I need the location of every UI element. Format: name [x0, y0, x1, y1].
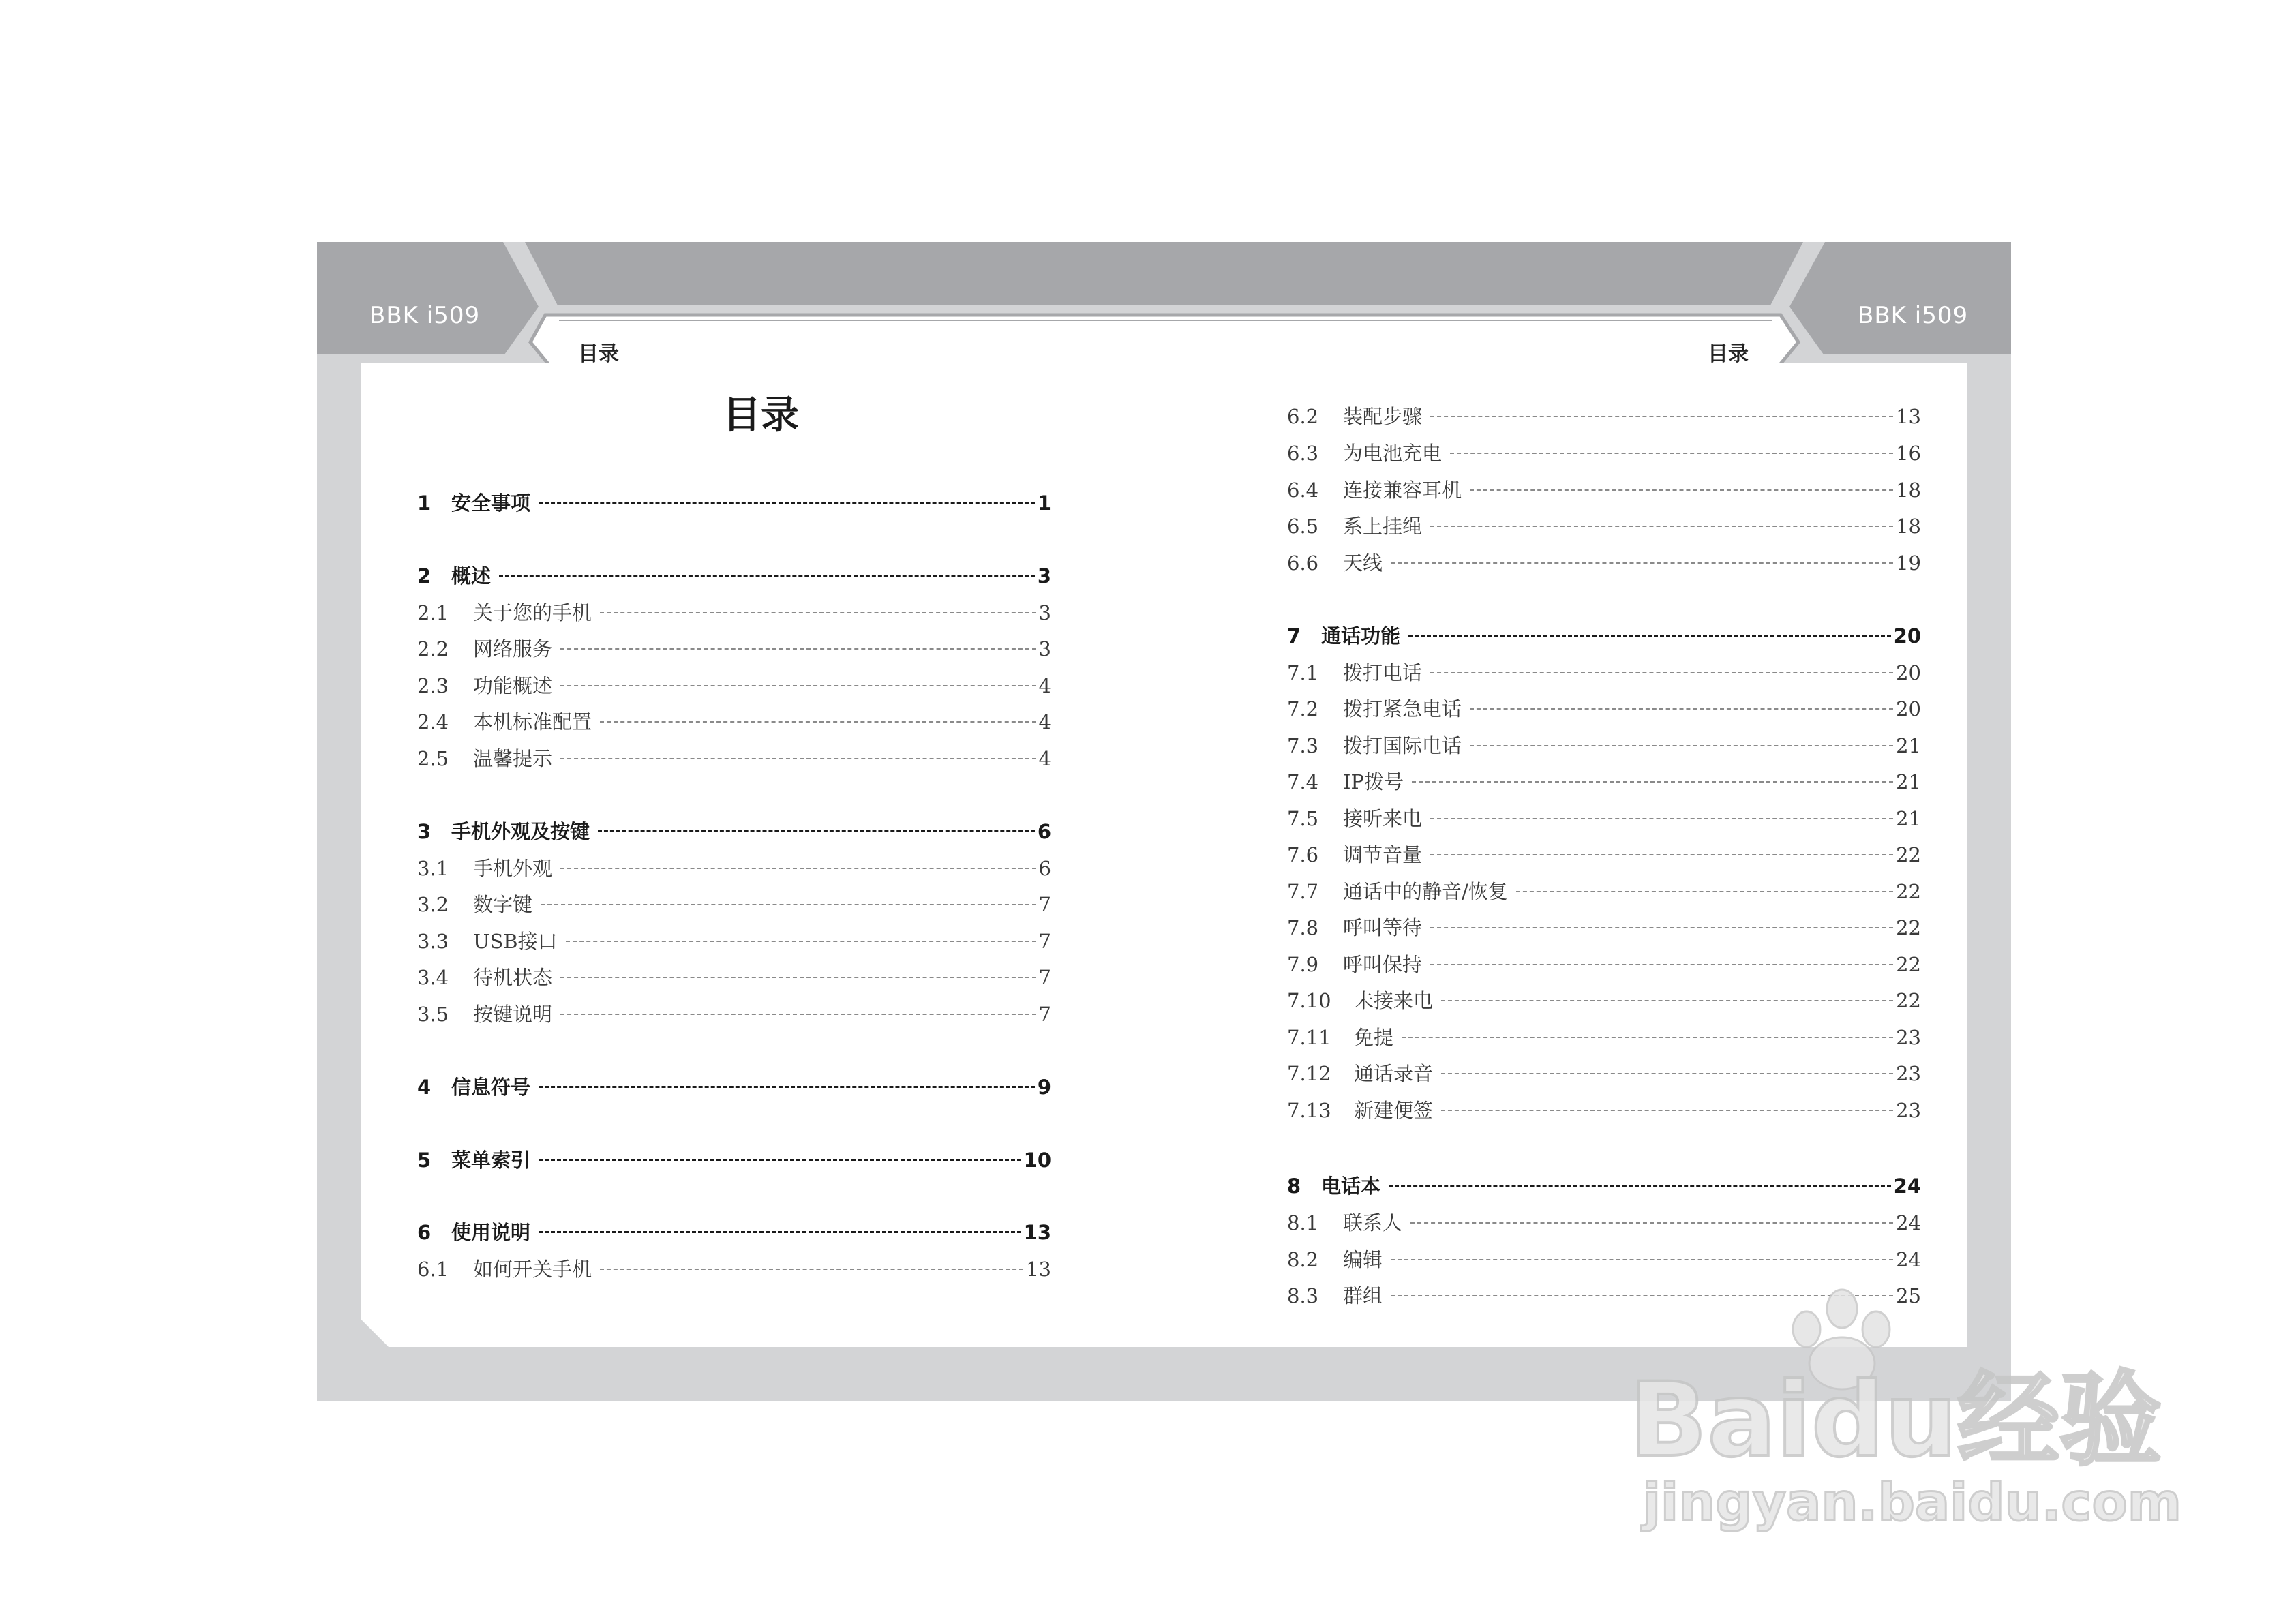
toc-dot-leader: [1430, 672, 1893, 673]
toc-dot-leader: [1470, 708, 1893, 710]
toc-entry-page: 20: [1896, 661, 1921, 684]
toc-entry-page: 22: [1896, 880, 1921, 903]
toc-dot-leader: [560, 977, 1036, 978]
toc-dot-leader: [1470, 489, 1893, 491]
toc-entry-number: 3.4: [417, 966, 449, 989]
toc-entry: [1287, 913, 1921, 943]
toc-entry-page: 24: [1893, 1174, 1921, 1198]
toc-entry: [1287, 1245, 1921, 1275]
toc-entry-page: 22: [1896, 989, 1921, 1012]
toc-entry-number: 7.2: [1287, 697, 1319, 721]
toc-entry-number: 8: [1287, 1174, 1301, 1198]
toc-dot-leader: [539, 1159, 1021, 1161]
toc-entry-number: 7.9: [1287, 953, 1319, 976]
toc-entry-number: 8.2: [1287, 1248, 1319, 1271]
toc-entry-label: 拨打紧急电话: [1343, 697, 1462, 721]
toc-entry-label: 待机状态: [473, 966, 553, 989]
toc-entry: [417, 999, 1051, 1029]
toc-entry-number: 3.2: [417, 893, 449, 916]
toc-entry: [417, 598, 1051, 628]
toc-entry-label: 如何开关手机: [473, 1258, 592, 1281]
toc-entry-label: 未接来电: [1354, 989, 1434, 1012]
toc-entry-number: 1: [417, 491, 432, 515]
toc-entry-page: 20: [1896, 697, 1921, 721]
toc-entry-label: 拨打电话: [1343, 661, 1423, 684]
toc-entry-label: 装配步骤: [1343, 405, 1423, 428]
toc-entry-page: 23: [1896, 1062, 1921, 1085]
toc-entry-page: 21: [1896, 770, 1921, 793]
toc-entry: [417, 1217, 1051, 1247]
toc-entry-label: 本机标准配置: [473, 710, 592, 733]
toc-entry-page: 24: [1896, 1211, 1921, 1234]
toc-entry: [1287, 1059, 1921, 1089]
toc-entry: [417, 744, 1051, 774]
toc-entry: [1287, 1208, 1921, 1238]
toc-entry-page: 23: [1896, 1026, 1921, 1049]
toc-entry-label: 拨打国际电话: [1343, 734, 1462, 757]
toc-dot-leader: [600, 1269, 1023, 1270]
toc-entry-page: 9: [1037, 1076, 1051, 1099]
toc-entry: [417, 1254, 1051, 1284]
toc-entry: [417, 488, 1051, 518]
toc-dot-leader: [1430, 964, 1893, 965]
toc-entry-label: 免提: [1354, 1026, 1394, 1049]
toc-entry: [1287, 1171, 1921, 1201]
toc-entry-page: 23: [1896, 1099, 1921, 1122]
toc-entry-label: 关于您的手机: [473, 601, 592, 624]
toc-entry-page: 7: [1038, 966, 1051, 989]
toc-entry: [1287, 511, 1921, 541]
toc-dot-leader: [1441, 1110, 1893, 1111]
toc-entry-page: 4: [1038, 710, 1051, 733]
toc-entry-page: 10: [1023, 1149, 1051, 1172]
toc-entry-page: 7: [1038, 930, 1051, 953]
toc-entry-label: 连接兼容耳机: [1343, 479, 1462, 502]
toc-dot-leader: [1430, 927, 1893, 928]
toc-entry-label: 呼叫保持: [1343, 953, 1423, 976]
baidu-jingyan-watermark: [1622, 1281, 2188, 1541]
brand-label-right: BBK i509: [1858, 302, 1969, 329]
running-head-right: 目录: [1708, 342, 1749, 366]
page-title: 目录: [723, 393, 799, 438]
toc-entry: [1287, 694, 1921, 724]
toc-entry-label: 群组: [1343, 1284, 1383, 1307]
toc-entry-label: 系上挂绳: [1343, 515, 1423, 538]
toc-dot-leader: [1410, 1222, 1893, 1224]
toc-entry-number: 7.10: [1287, 989, 1331, 1012]
toc-entry-page: 4: [1038, 674, 1051, 697]
toc-entry-label: 呼叫等待: [1343, 916, 1423, 939]
toc-dot-leader: [499, 575, 1035, 577]
toc-entry-label: IP拨号: [1343, 770, 1404, 793]
toc-entry-page: 22: [1896, 953, 1921, 976]
toc-entry-label: 安全事项: [451, 491, 531, 515]
toc-entry-number: 6.3: [1287, 442, 1319, 465]
toc-entry-number: 7.8: [1287, 916, 1319, 939]
toc-entry-label: 菜单索引: [451, 1149, 531, 1172]
toc-entry: [1287, 1022, 1921, 1052]
toc-entry-number: 2.3: [417, 674, 449, 697]
toc-dot-leader: [566, 941, 1036, 942]
toc-dot-leader: [539, 1231, 1021, 1233]
toc-entry-number: 7.4: [1287, 770, 1319, 793]
toc-entry-number: 5: [417, 1149, 432, 1172]
toc-dot-leader: [539, 1086, 1035, 1088]
watermark-logo-text: Baidu经验: [1629, 1361, 2162, 1480]
toc-entry: [1287, 804, 1921, 834]
toc-entry-number: 2.4: [417, 710, 449, 733]
toc-dot-leader: [541, 904, 1036, 905]
toc-dot-leader: [600, 612, 1036, 613]
toc-entry-number: 7: [1287, 624, 1301, 648]
toc-entry: [1287, 877, 1921, 907]
toc-entry-label: 编辑: [1343, 1248, 1383, 1271]
toc-dot-leader: [1408, 635, 1891, 637]
toc-entry-label: 电话本: [1321, 1174, 1381, 1198]
toc-entry-number: 6.5: [1287, 515, 1319, 538]
toc-entry: [417, 1072, 1051, 1102]
toc-entry-page: 20: [1893, 624, 1921, 648]
toc-entry-number: 3.1: [417, 857, 449, 880]
toc-entry-number: 6.2: [1287, 405, 1319, 428]
toc-entry-number: 2.5: [417, 747, 449, 770]
toc-entry-page: 19: [1896, 551, 1921, 575]
toc-entry-number: 7.7: [1287, 880, 1319, 903]
toc-entry-label: 新建便签: [1354, 1099, 1434, 1122]
toc-entry-label: 数字键: [473, 893, 533, 916]
toc-dot-leader: [598, 830, 1035, 832]
toc-dot-leader: [1391, 562, 1893, 564]
toc-entry-number: 3: [417, 820, 432, 843]
toc-entry-page: 13: [1026, 1258, 1051, 1281]
toc-entry-label: 为电池充电: [1343, 442, 1442, 465]
toc-dot-leader: [1430, 854, 1893, 855]
toc-dot-leader: [560, 648, 1036, 650]
toc-dot-leader: [560, 758, 1036, 759]
toc-entry-number: 2: [417, 564, 432, 588]
toc-entry-number: 3.3: [417, 930, 449, 953]
toc-dot-leader: [1402, 1037, 1893, 1038]
toc-entry-number: 6.6: [1287, 551, 1319, 575]
toc-entry-number: 7.11: [1287, 1026, 1331, 1049]
toc-entry-page: 3: [1038, 601, 1051, 624]
toc-entry-page: 13: [1023, 1221, 1051, 1244]
toc-entry-number: 6: [417, 1221, 432, 1244]
toc-dot-leader: [600, 721, 1036, 723]
toc-dot-leader: [560, 685, 1036, 686]
toc-entry-label: 网络服务: [473, 637, 553, 661]
toc-entry: [417, 1145, 1051, 1175]
toc-entry-label: 通话中的静音/恢复: [1343, 880, 1508, 903]
toc-dot-leader: [1470, 745, 1893, 746]
toc-entry-page: 22: [1896, 916, 1921, 939]
toc-entry-page: 25: [1896, 1284, 1921, 1307]
toc-entry: [1287, 658, 1921, 688]
toc-entry-page: 3: [1038, 637, 1051, 661]
toc-entry-number: 2.2: [417, 637, 449, 661]
toc-entry-label: 接听来电: [1343, 807, 1423, 830]
toc-entry-label: 调节音量: [1343, 843, 1423, 866]
toc-entry-page: 22: [1896, 843, 1921, 866]
toc-entry: [417, 890, 1051, 920]
toc-entry-page: 18: [1896, 479, 1921, 502]
toc-entry-page: 1: [1037, 491, 1051, 515]
toc-entry-number: 7.5: [1287, 807, 1319, 830]
toc-dot-leader: [1412, 781, 1893, 783]
toc-entry-number: 8.1: [1287, 1211, 1319, 1234]
toc-entry-label: 概述: [451, 564, 492, 588]
toc-entry-number: 4: [417, 1076, 432, 1099]
toc-entry-page: 18: [1896, 515, 1921, 538]
toc-entry-number: 6.4: [1287, 479, 1319, 502]
watermark-url-text: jingyan.baidu.com: [1643, 1472, 2181, 1532]
toc-entry-label: 通话功能: [1321, 624, 1401, 648]
toc-entry-number: 8.3: [1287, 1284, 1319, 1307]
toc-entry-label: 温馨提示: [473, 747, 553, 770]
toc-entry-label: 使用说明: [451, 1221, 531, 1244]
toc-dot-leader: [1389, 1185, 1891, 1187]
toc-entry-page: 4: [1038, 747, 1051, 770]
toc-entry-page: 6: [1037, 820, 1051, 843]
toc-entry-page: 7: [1038, 1003, 1051, 1026]
toc-entry: [1287, 438, 1921, 468]
toc-dot-leader: [539, 502, 1035, 504]
toc-entry-label: 联系人: [1343, 1211, 1403, 1234]
toc-entry-page: 7: [1038, 893, 1051, 916]
toc-dot-leader: [1516, 891, 1893, 892]
toc-entry-page: 6: [1038, 857, 1051, 880]
toc-dot-leader: [1430, 818, 1893, 819]
toc-entry: [417, 671, 1051, 701]
toc-entry-label: 天线: [1343, 551, 1383, 575]
toc-entry-page: 13: [1896, 405, 1921, 428]
toc-entry: [1287, 475, 1921, 505]
toc-dot-leader: [1441, 1073, 1893, 1074]
toc-entry: [417, 634, 1051, 664]
toc-dot-leader: [1430, 526, 1893, 527]
toc-entry-label: 手机外观及按键: [451, 820, 590, 843]
toc-entry: [1287, 621, 1921, 651]
toc-entry: [1287, 767, 1921, 797]
toc-entry-label: 信息符号: [451, 1076, 531, 1099]
toc-entry-label: 按键说明: [473, 1003, 553, 1026]
toc-entry-number: 7.6: [1287, 843, 1319, 866]
toc-entry: [1287, 1095, 1921, 1125]
toc-entry: [1287, 731, 1921, 761]
toc-entry-number: 7.1: [1287, 661, 1319, 684]
toc-entry-label: 通话录音: [1354, 1062, 1434, 1085]
toc-dot-leader: [1450, 453, 1893, 454]
toc-entry-label: USB接口: [473, 930, 558, 953]
running-head-left: 目录: [578, 342, 619, 366]
toc-entry: [417, 707, 1051, 737]
toc-entry-number: 7.13: [1287, 1099, 1331, 1122]
toc-entry-page: 21: [1896, 734, 1921, 757]
toc-entry-number: 3.5: [417, 1003, 449, 1026]
toc-entry: [417, 853, 1051, 883]
toc-entry-number: 7.12: [1287, 1062, 1331, 1085]
toc-entry: [417, 926, 1051, 956]
toc-entry-label: 功能概述: [473, 674, 553, 697]
toc-dot-leader: [1441, 1000, 1893, 1001]
toc-entry-number: 2.1: [417, 601, 449, 624]
toc-entry-page: 21: [1896, 807, 1921, 830]
toc-entry: [417, 962, 1051, 992]
toc-entry: [1287, 950, 1921, 980]
toc-entry-page: 16: [1896, 442, 1921, 465]
toc-entry: [1287, 401, 1921, 431]
toc-entry: [1287, 986, 1921, 1016]
toc-dot-leader: [1391, 1259, 1893, 1260]
toc-entry: [1287, 840, 1921, 870]
toc-entry-label: 手机外观: [473, 857, 553, 880]
toc-dot-leader: [560, 1014, 1036, 1015]
toc-entry: [417, 817, 1051, 847]
toc-entry: [417, 561, 1051, 591]
toc-dot-leader: [560, 868, 1036, 869]
toc-dot-leader: [1430, 416, 1893, 417]
toc-entry-number: 6.1: [417, 1258, 449, 1281]
toc-entry-number: 7.3: [1287, 734, 1319, 757]
toc-entry: [1287, 548, 1921, 578]
toc-entry-page: 3: [1037, 564, 1051, 588]
toc-entry-page: 24: [1896, 1248, 1921, 1271]
brand-label-left: BBK i509: [369, 302, 481, 329]
